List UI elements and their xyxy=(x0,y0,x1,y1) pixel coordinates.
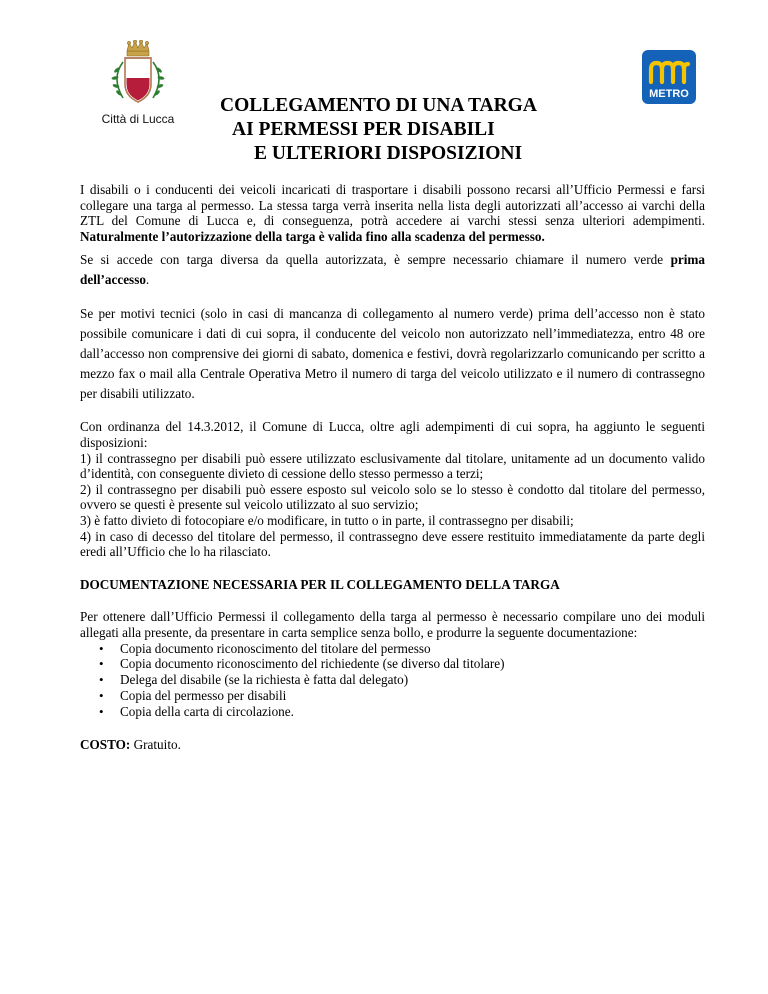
ordinanza-item-2: 2) il contrassegno per disabili può essere esposto sul veicolo solo se lo stesso è condotto dal titolare del permesso, ovvero se questi è presente sul veicolo utilizzato al suo servizio; xyxy=(80,481,705,513)
costo-label: COSTO: xyxy=(80,737,131,753)
list-item: • Delega del disabile (se la richiesta è fatta dal delegato) xyxy=(120,672,705,688)
ordinanza-item-1: 1) il contrassegno per disabili può essere utilizzato esclusivamente dal titolare, unitamente ad un documento valido d’identità, con conseguente divieto di cessione dello stesso permesso a terzi; xyxy=(80,450,705,482)
lucca-crest-icon xyxy=(101,40,175,114)
costo-line xyxy=(80,737,705,753)
numero-verde-bold: prima dell’accesso xyxy=(80,252,705,288)
ordinanza-block xyxy=(80,419,705,559)
metro-label: METRO xyxy=(649,88,689,100)
intro-bold-text: Naturalmente l’autorizzazione della targa è valida fino alla scadenza del permesso. xyxy=(80,228,545,244)
numero-verde-text: Se si accede con targa diversa da quella autorizzata, è sempre necessario chiamare il numero verde xyxy=(80,252,671,268)
list-item: • Copia documento riconoscimento del richiedente (se diverso dal titolare) xyxy=(120,656,705,672)
title-line-1: COLLEGAMENTO DI UNA TARGA xyxy=(220,95,537,116)
documentazione-paragraph: Per ottenere dall’Ufficio Permessi il collegamento della targa al permesso è necessario compilare uno dei moduli allegati alla presente, da presentare in carta semplice senza bollo, e produrre la seguente documentazione: xyxy=(80,609,705,640)
city-name: Città di Lucca xyxy=(101,112,175,126)
documents-list xyxy=(80,641,705,720)
ordinanza-intro: Con ordinanza del 14.3.2012, il Comune di Lucca, oltre agli adempimenti di cui sopra, ha aggiunto le seguenti disposizioni: xyxy=(80,419,705,450)
ordinanza-item-3: 3) è fatto divieto di fotocopiare e/o modificare, in tutto o in parte, il contrassegno per disabili; xyxy=(80,512,574,528)
ordinanza-item-4: 4) in caso di decesso del titolare del permesso, il contrassegno deve essere restituito immediatamente da parte degli eredi all’Ufficio che lo ha rilasciato. xyxy=(80,528,705,560)
intro-text: I disabili o i conducenti dei veicoli incaricati di trasportare i disabili possono recarsi all’Ufficio Permessi e farsi collegare una targa al permesso. La stessa targa verrà inserita nella lista degli autorizzati all’accesso ai varchi della ZTL del Comune di Lucca e, di conseguenza, potrà accedere ai varchi stessi senza ulteriori adempimenti. xyxy=(80,182,705,229)
list-item: • Copia della carta di circolazione. xyxy=(120,704,705,720)
motivi-tecnici-paragraph: Se per motivi tecnici (solo in casi di mancanza di collegamento al numero verde) prima dell’accesso non è stato possibile comunicare i dati di cui sopra, il conducente del veicolo non autorizzato nell’immediatezza, entro 48 ore dall’accesso non comprensive dei giorni di sabato, domenica e festivi, dovrà regolarizzarlo comunicando per scritto a mezzo fax o mail alla Centrale Operativa Metro il numero di targa del veicolo utilizzato e il numero di contrassegno per disabili utilizzato. xyxy=(80,306,705,402)
list-item: • Copia documento riconoscimento del titolare del permesso xyxy=(120,641,705,657)
title-line-2: AI PERMESSI PER DISABILI xyxy=(232,119,495,140)
document-body xyxy=(80,182,705,753)
numero-verde-paragraph xyxy=(80,250,705,290)
citta-di-lucca-logo xyxy=(88,40,188,126)
metro-m-icon xyxy=(642,50,696,104)
numero-verde-end: . xyxy=(145,272,150,288)
title-line-3: E ULTERIORI DISPOSIZIONI xyxy=(254,143,523,164)
list-item: • Copia del permesso per disabili xyxy=(120,688,705,704)
intro-paragraph xyxy=(80,182,705,244)
section-heading: DOCUMENTAZIONE NECESSARIA PER IL COLLEGAMENTO DELLA TARGA xyxy=(80,576,560,592)
metro-logo xyxy=(642,50,696,104)
costo-value: Gratuito. xyxy=(130,737,181,753)
